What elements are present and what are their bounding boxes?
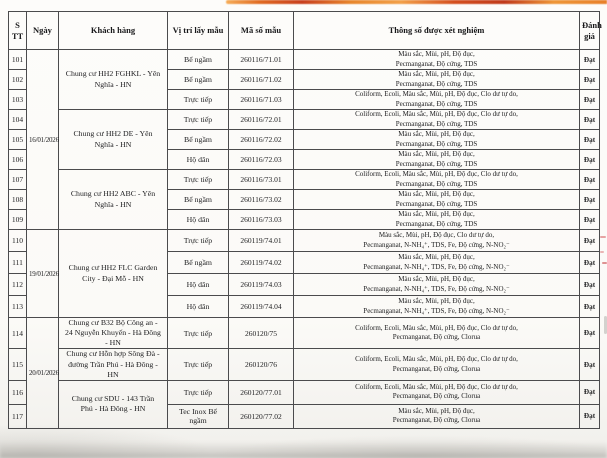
sampling-location-cell: Bể ngầm	[168, 50, 229, 70]
table-row	[9, 170, 600, 190]
parameters-line: Coliform, Ecoli, Màu sắc, Mùi, pH, Độ đục, Clo dư tự do,	[355, 382, 518, 391]
sample-code-cell: 260116/71.01	[229, 50, 294, 70]
table-row	[9, 230, 600, 252]
result-cell: Đạt	[580, 190, 600, 210]
row-number-cell: 115	[9, 349, 27, 380]
result-cell: Đạt	[580, 130, 600, 150]
sampling-location-cell: Bể ngầm	[168, 70, 229, 90]
parameters-cell	[294, 404, 580, 428]
parameters-line: Pecmanganat, Độ cứng, TDS	[395, 199, 478, 208]
parameters-line: Màu sắc, Mùi, pH, Độ đục,	[398, 70, 475, 79]
parameters-line: Pecmanganat, Độ cứng, Clorua	[392, 333, 481, 342]
scan-highlight-strip	[226, 0, 607, 4]
col-header-customer: Khách hàng	[59, 12, 168, 50]
parameters-line: Màu sắc, Mùi, pH, Độ đục,	[398, 253, 475, 262]
parameters-line: Màu sắc, Mùi, pH, Độ đục,	[398, 50, 475, 59]
col-header-tested-parameters: Thông số được xét nghiệm	[294, 12, 580, 50]
sampling-location-cell: Trực tiếp	[168, 110, 229, 130]
parameters-line: Pecmanganat, Độ cứng, TDS	[395, 59, 478, 68]
sampling-location-cell: Hộ dân	[168, 296, 229, 318]
row-number-cell: 114	[9, 318, 27, 349]
col-header-sampling-location: Vị trí lấy mẫu	[168, 12, 229, 50]
parameters-cell	[294, 318, 580, 349]
parameters-cell	[294, 70, 580, 90]
sample-code-cell: 260119/74.02	[229, 252, 294, 274]
row-number-cell: 106	[9, 150, 27, 170]
row-number-cell: 117	[9, 404, 27, 428]
sample-code-cell: 260116/73.01	[229, 170, 294, 190]
table-header-row	[9, 12, 600, 50]
results-table-body	[9, 50, 600, 429]
parameters-line: Màu sắc, Mùi, pH, Độ đục,	[398, 406, 475, 415]
col-header-stt: S TT	[9, 12, 27, 50]
sampling-location-cell: Trực tiếp	[168, 170, 229, 190]
table-row	[9, 50, 600, 70]
parameters-line: Pecmanganat, Độ cứng, TDS	[395, 119, 478, 128]
parameters-line: Màu sắc, Mùi, pH, Độ đục,	[398, 130, 475, 139]
parameters-line: Coliform, Ecoli, Màu sắc, Mùi, pH, Độ đục, Clo dư tự do,	[355, 355, 518, 364]
parameters-line: Màu sắc, Mùi, pH, Độ đục,	[398, 297, 475, 306]
table-row	[9, 110, 600, 130]
sample-code-cell: 260116/72.01	[229, 110, 294, 130]
sample-code-cell: 260120/76	[229, 349, 294, 380]
parameters-line: Pecmanganat, Độ cứng, TDS	[395, 159, 478, 168]
parameters-line: Pecmanganat, Độ cứng, TDS	[395, 139, 478, 148]
result-cell: Đạt	[580, 296, 600, 318]
sampling-location-cell: Trực tiếp	[168, 90, 229, 110]
col-header-evaluation: Đánh giá	[580, 12, 600, 50]
result-cell: Đạt	[580, 150, 600, 170]
result-cell: Đạt	[580, 110, 600, 130]
row-number-cell: 116	[9, 380, 27, 404]
result-cell: Đạt	[580, 210, 600, 230]
result-cell: Đạt	[580, 380, 600, 404]
row-number-cell: 105	[9, 130, 27, 150]
table-row	[9, 349, 600, 380]
parameters-line: Coliform, Ecoli, Màu sắc, Mùi, pH, Độ đục, Clo dư tự do,	[355, 90, 518, 99]
col-header-date: Ngày	[27, 12, 59, 50]
parameters-cell	[294, 252, 580, 274]
parameters-cell	[294, 210, 580, 230]
result-cell: Đạt	[580, 404, 600, 428]
date-cell: 16/01/2026	[27, 50, 59, 230]
parameters-line: Màu sắc, Mùi, pH, Độ đục,	[398, 150, 475, 159]
parameters-line: Pecmanganat, Độ cứng, Clorua	[392, 392, 481, 401]
margin-mark	[600, 236, 606, 238]
table-row	[9, 380, 600, 404]
parameters-cell	[294, 150, 580, 170]
sample-code-cell: 260119/74.03	[229, 274, 294, 296]
parameters-line: Pecmanganat, Độ cứng, TDS	[395, 99, 478, 108]
parameters-line: Pecmanganat, Độ cứng, TDS	[395, 79, 478, 88]
result-cell: Đạt	[580, 170, 600, 190]
parameters-cell	[294, 90, 580, 110]
parameters-cell	[294, 130, 580, 150]
sample-code-cell: 260116/71.02	[229, 70, 294, 90]
sampling-location-cell: Tec Inox Bể ngầm	[168, 404, 229, 428]
parameters-line: Pecmanganat, Độ cứng, TDS	[395, 219, 478, 228]
date-cell: 20/01/2026	[27, 318, 59, 429]
sample-code-cell: 260119/74.04	[229, 296, 294, 318]
scan-shadow	[0, 442, 607, 458]
customer-cell: Chung cư Hỗn hợp Sông Đà - đường Trần Phú - Hà Đông - HN	[59, 349, 168, 380]
customer-cell: Chung cư HH2 FGHKL - Yên Nghĩa - HN	[59, 50, 168, 110]
parameters-line: Pecmanganat, Độ cứng, TDS	[395, 179, 478, 188]
parameters-line: Pecmanganat, N-NH₄⁺, TDS, Fe, Độ cứng, N-NO₂⁻	[363, 284, 510, 293]
sample-code-cell: 260116/71.03	[229, 90, 294, 110]
result-cell: Đạt	[580, 50, 600, 70]
row-number-cell: 104	[9, 110, 27, 130]
sampling-location-cell: Trực tiếp	[168, 318, 229, 349]
result-cell: Đạt	[580, 90, 600, 110]
table-row	[9, 318, 600, 349]
row-number-cell: 111	[9, 252, 27, 274]
result-cell: Đạt	[580, 252, 600, 274]
sampling-location-cell: Trực tiếp	[168, 230, 229, 252]
customer-cell: Chung cư SDU - 143 Trần Phú - Hà Đông - HN	[59, 380, 168, 428]
parameters-line: Màu sắc, Mùi, pH, Độ đục,	[398, 210, 475, 219]
row-number-cell: 108	[9, 190, 27, 210]
sampling-location-cell: Hộ dân	[168, 150, 229, 170]
sampling-location-cell: Hộ dân	[168, 274, 229, 296]
result-cell: Đạt	[580, 70, 600, 90]
sampling-location-cell: Trực tiếp	[168, 349, 229, 380]
date-cell: 19/01/2026	[27, 230, 59, 318]
sampling-location-cell: Bể ngầm	[168, 252, 229, 274]
row-number-cell: 103	[9, 90, 27, 110]
parameters-cell	[294, 380, 580, 404]
sample-code-cell: 260120/75	[229, 318, 294, 349]
parameters-line: Pecmanganat, N-NH₄⁺, TDS, Fe, Độ cứng, N-NO₂⁻	[363, 240, 510, 249]
parameters-line: Pecmanganat, N-NH₄⁺, TDS, Fe, Độ cứng, N-NO₂⁻	[363, 306, 510, 315]
parameters-cell	[294, 274, 580, 296]
parameters-line: Pecmanganat, N-NH₄⁺, TDS, Fe, Độ cứng, N-NO₂⁻	[363, 262, 510, 271]
parameters-cell	[294, 50, 580, 70]
parameters-cell	[294, 170, 580, 190]
parameters-line: Coliform, Ecoli, Màu sắc, Mùi, pH, Độ đục, Clo dư tự do,	[355, 110, 518, 119]
row-number-cell: 107	[9, 170, 27, 190]
row-number-cell: 109	[9, 210, 27, 230]
col-header-sample-code: Mã số mẫu	[229, 12, 294, 50]
customer-cell: Chung cư HH2 DE - Yên Nghĩa - HN	[59, 110, 168, 170]
parameters-line: Màu sắc, Mùi, pH, Độ đục,	[398, 275, 475, 284]
parameters-line: Màu sắc, Mùi, pH, Độ đục, Clo dư tự do,	[378, 231, 495, 240]
sample-code-cell: 260116/72.03	[229, 150, 294, 170]
result-cell: Đạt	[580, 349, 600, 380]
result-cell: Đạt	[580, 274, 600, 296]
customer-cell: Chung cư B32 Bộ Công an - 24 Nguyễn Khuyến - Hà Đông - HN	[59, 318, 168, 349]
sampling-location-cell: Trực tiếp	[168, 380, 229, 404]
parameters-line: Màu sắc, Mùi, pH, Độ đục,	[398, 190, 475, 199]
sample-code-cell: 260119/74.01	[229, 230, 294, 252]
sampling-location-cell: Hộ dân	[168, 210, 229, 230]
customer-cell: Chung cư HH2 FLC Garden City - Đại Mỗ - HN	[59, 230, 168, 318]
margin-mark	[602, 262, 607, 264]
row-number-cell: 110	[9, 230, 27, 252]
sample-code-cell: 260116/72.02	[229, 130, 294, 150]
result-cell: Đạt	[580, 318, 600, 349]
parameters-cell	[294, 190, 580, 210]
row-number-cell: 101	[9, 50, 27, 70]
result-cell: Đạt	[580, 230, 600, 252]
sampling-location-cell: Bể ngầm	[168, 190, 229, 210]
row-number-cell: 102	[9, 70, 27, 90]
parameters-cell	[294, 230, 580, 252]
sample-code-cell: 260120/77.02	[229, 404, 294, 428]
sample-code-cell: 260116/73.02	[229, 190, 294, 210]
parameters-line: Coliform, Ecoli, Màu sắc, Mùi, pH, Độ đục, Clo dư tự do,	[355, 323, 518, 332]
row-number-cell: 113	[9, 296, 27, 318]
sample-code-cell: 260116/73.03	[229, 210, 294, 230]
sample-code-cell: 260120/77.01	[229, 380, 294, 404]
parameters-line: Pecmanganat, Độ cứng, Clorua	[392, 416, 481, 425]
parameters-cell	[294, 296, 580, 318]
sampling-location-cell: Bể ngầm	[168, 130, 229, 150]
row-number-cell: 112	[9, 274, 27, 296]
customer-cell: Chung cư HH2 ABC - Yên Nghĩa - HN	[59, 170, 168, 230]
parameters-line: Coliform, Ecoli, Màu sắc, Mùi, pH, Độ đục, Clo dư tự do,	[355, 170, 518, 179]
parameters-cell	[294, 110, 580, 130]
water-test-results-table	[8, 11, 600, 429]
parameters-cell	[294, 349, 580, 380]
parameters-line: Pecmanganat, Độ cứng, Clorua	[392, 364, 481, 373]
margin-mark	[600, 251, 604, 253]
